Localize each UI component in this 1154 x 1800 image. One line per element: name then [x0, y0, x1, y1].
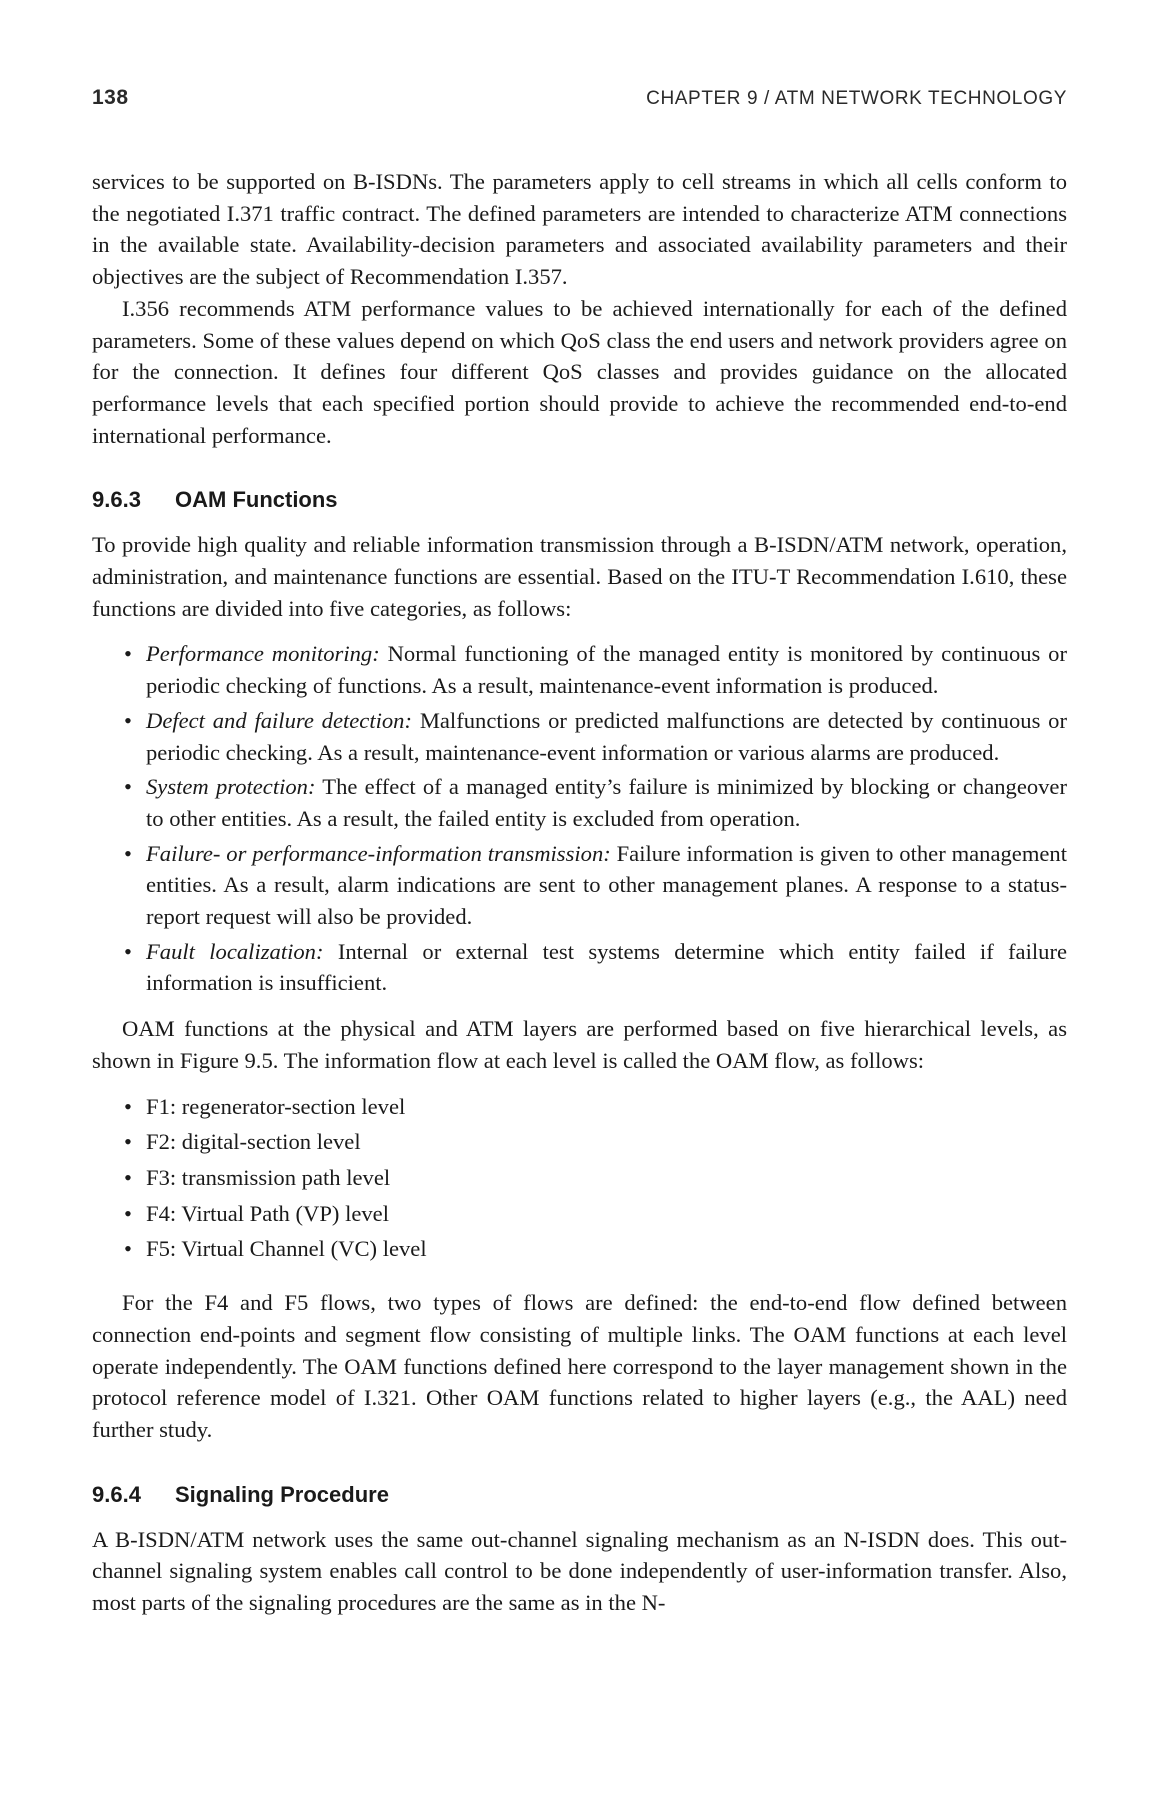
bullet-icon: •: [124, 840, 132, 866]
list-item-term: System protection:: [146, 774, 316, 800]
oam-levels-list: [92, 1091, 1067, 1266]
list-item: [124, 838, 1067, 933]
chapter-title: CHAPTER 9 / ATM NETWORK TECHNOLOGY: [646, 88, 1067, 109]
level-text: F1: regenerator-section level: [146, 1093, 406, 1119]
list-item: [124, 771, 1067, 834]
bullet-icon: •: [124, 1164, 132, 1190]
section-number: 9.6.3: [92, 487, 141, 513]
section-heading-963: [92, 485, 1067, 515]
list-item-term: Performance monitoring:: [146, 641, 380, 667]
list-item-text: Normal functioning of the managed entity is monitored by continuous or periodic checking of functions. As a result, maintenance-event information is produced.: [146, 641, 1067, 699]
paragraph-i356: I.356 recommends ATM performance values to be achieved internationally for each of the defined parameters. Some of these values depend on which QoS class the end users and network providers agree on for the connection. It defines four different QoS classes and provides guidance on the allocated performance levels that each specified portion should provide to achieve the recommended end-to-end international performance.: [92, 295, 1067, 448]
level-text: F2: digital-section level: [146, 1129, 361, 1155]
bullet-icon: •: [124, 641, 132, 667]
section-title: OAM Functions: [175, 487, 338, 513]
list-item-text: Failure information is given to other management entities. As a result, alarm indications are sent to other management planes. A response to a status-report request will also be provided.: [146, 840, 1067, 930]
list-item: [124, 638, 1067, 701]
section-heading-964: [92, 1480, 1067, 1510]
oam-categories-list: [92, 638, 1067, 999]
list-item: [124, 1233, 1067, 1265]
list-item-text: The effect of a managed entity’s failure is minimized by blocking or changeover to other entities. As a result, the failed entity is excluded from operation.: [146, 774, 1067, 831]
section-number: 9.6.4: [92, 1481, 141, 1507]
list-item-term: Failure- or performance-information transmission:: [146, 840, 611, 866]
list-item: [124, 1126, 1067, 1158]
list-item: [124, 936, 1067, 999]
oam-levels-paragraph: OAM functions at the physical and ATM layers are performed based on five hierarchical levels, as shown in Figure 9.5. The information flow at each level is called the OAM flow, as follows:: [92, 1016, 1067, 1073]
signaling-paragraph: A B-ISDN/ATM network uses the same out-channel signaling mechanism as an N-ISDN does. This out-channel signaling system enables call control to be done independently of user-information transfer. Also, most parts of the signaling procedures are the same as in the N-: [92, 1526, 1067, 1616]
oam-flows-paragraph: For the F4 and F5 flows, two types of flows are defined: the end-to-end flow defined between connection end-points and segment flow consisting of multiple links. The OAM functions at each level operate independently. The OAM functions defined here correspond to the layer management shown in the protocol reference model of I.321. Other OAM functions related to higher layers (e.g., the AAL) need further study.: [92, 1290, 1067, 1442]
page-number: 138: [92, 86, 129, 109]
bullet-icon: •: [124, 1236, 132, 1262]
section-title: Signaling Procedure: [175, 1481, 389, 1507]
list-item-term: Fault localization:: [146, 938, 324, 964]
list-item-text: Malfunctions or predicted malfunctions are detected by continuous or periodic checking. As a result, maintenance-event information or various alarms are produced.: [146, 707, 1067, 765]
list-item: [124, 1198, 1067, 1230]
list-item-text: Internal or external test systems determine which entity failed if failure information is insufficient.: [146, 938, 1067, 996]
running-head: [92, 86, 1067, 120]
bullet-icon: •: [124, 1129, 132, 1155]
level-text: F3: transmission path level: [146, 1164, 391, 1190]
bullet-icon: •: [124, 1093, 132, 1119]
list-item: [124, 1091, 1067, 1123]
bullet-icon: •: [124, 774, 132, 800]
oam-intro-paragraph: To provide high quality and reliable information transmission through a B-ISDN/ATM network, operation, administration, and maintenance functions are essential. Based on the ITU-T Recommendation I.610, these functions are divided into five categories, as follows:: [92, 532, 1067, 621]
list-item: [124, 705, 1067, 768]
level-text: F5: Virtual Channel (VC) level: [146, 1236, 427, 1262]
list-item-term: Defect and failure detection:: [146, 707, 412, 733]
list-item: [124, 1162, 1067, 1194]
book-page: [92, 86, 1067, 1619]
bullet-icon: •: [124, 1200, 132, 1226]
page-body: [92, 166, 1067, 1619]
bullet-icon: •: [124, 707, 132, 733]
paragraph-continuation: services to be supported on B-ISDNs. The parameters apply to cell streams in which all cells conform to the negotiated I.371 traffic contract. The defined parameters are intended to characterize ATM connections in the available state. Availability-decision parameters and associated availability parameters and their objectives are the subject of Recommendation I.357.: [92, 169, 1067, 290]
bullet-icon: •: [124, 938, 132, 964]
level-text: F4: Virtual Path (VP) level: [146, 1200, 389, 1226]
